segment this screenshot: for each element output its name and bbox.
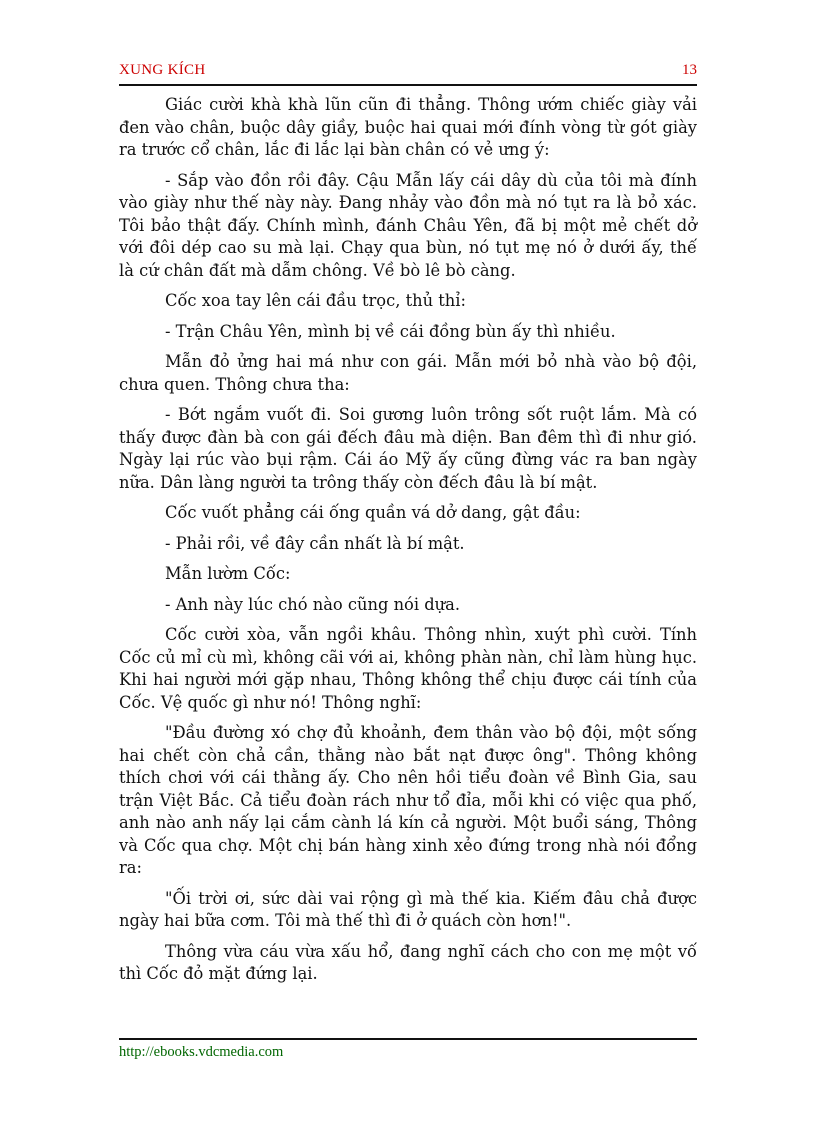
page-body — [119, 94, 697, 994]
paragraph: "Ối trời ơi, sức dài vai rộng gì mà thế kia. Kiếm đâu chả được ngày hai bữa cơm. Tôi mà thế thì đi ở quách còn hơn!". — [119, 888, 697, 930]
paragraph: Mẫn đỏ ửng hai má như con gái. Mẫn mới bỏ nhà vào bộ đội, chưa quen. Thông chưa tha: — [119, 352, 697, 394]
footer-link[interactable]: http://ebooks.vdcmedia.com — [119, 1044, 284, 1060]
page-header — [119, 62, 697, 84]
paragraph: - Trận Châu Yên, mình bị về cái đồng bùn ấy thì nhiều. — [165, 321, 616, 341]
page-number: 13 — [682, 62, 697, 78]
book-title: XUNG KÍCH — [119, 62, 206, 78]
paragraph: "Đầu đường xó chợ đủ khoảnh, đem thân vào bộ đội, một sống hai chết còn chả cần, thằng nào bắt nạt được ông". Thông không thích chơi với cái thằng ấy. Cho nên hồi tiểu đoàn về Bình Gia, sau trận Việt Bắc. Cả tiểu đoàn rách như tổ đỉa, mỗi khi có việc qua phố, anh nào anh nấy lại cắm cành lá kín cả người. Một buổi sáng, Thông và Cốc qua chợ. Một chị bán hàng xinh xẻo đứng trong nhà nói đổng ra: — [119, 723, 697, 877]
paragraph: - Bớt ngắm vuốt đi. Soi gương luôn trông sốt ruột lắm. Mà có thấy được đàn bà con gái đếch đâu mà diện. Ban đêm thì đi như gió. Ngày lại rúc vào bụi rậm. Cái áo Mỹ ấy cũng đừng vác ra ban ngày nữa. Dân làng người ta trông thấy còn đếch đâu là bí mật. — [119, 405, 697, 492]
paragraph: - Phải rồi, về đây cần nhất là bí mật. — [165, 533, 465, 553]
paragraph: Giác cười khà khà lũn cũn đi thẳng. Thông ướm chiếc giày vải đen vào chân, buộc dây giầy, buộc hai quai mới đính vòng từ gót giày ra trước cổ chân, lắc đi lắc lại bàn chân có vẻ ưng ý: — [119, 95, 697, 159]
paragraph: - Sắp vào đồn rồi đây. Cậu Mẫn lấy cái dây dù của tôi mà đính vào giày như thế này này. Đang nhảy vào đồn mà nó tụt ra là bỏ xác. Tôi bảo thật đấy. Chính mình, đánh Châu Yên, đã bị một mẻ chết dở với đôi dép cao su mà lại. Chạy qua bùn, nó tụt mẹ nó ở dưới ấy, thế là cứ chân đất mà dẫm chông. Về bò lê bò càng. — [119, 170, 697, 280]
paragraph: Cốc xoa tay lên cái đầu trọc, thủ thỉ: — [165, 291, 466, 310]
paragraph: Cốc cười xòa, vẫn ngồi khâu. Thông nhìn, xuýt phì cười. Tính Cốc củ mỉ cù mì, không cãi với ai, không phàn nàn, chỉ làm hùng hục. Khi hai người mới gặp nhau, Thông không thể chịu được cái tính của Cốc. Vệ quốc gì như nó! Thông nghĩ: — [119, 625, 697, 712]
paragraph: Cốc vuốt phẳng cái ống quần vá dở dang, gật đầu: — [165, 503, 581, 522]
footer-divider — [119, 1038, 697, 1040]
paragraph: Mẫn lườm Cốc: — [165, 564, 291, 583]
header-divider — [119, 84, 697, 86]
paragraph: Thông vừa cáu vừa xấu hổ, đang nghĩ cách cho con mẹ một vố thì Cốc đỏ mặt đứng lại. — [119, 941, 697, 983]
paragraph: - Anh này lúc chó nào cũng nói dựa. — [165, 594, 461, 614]
